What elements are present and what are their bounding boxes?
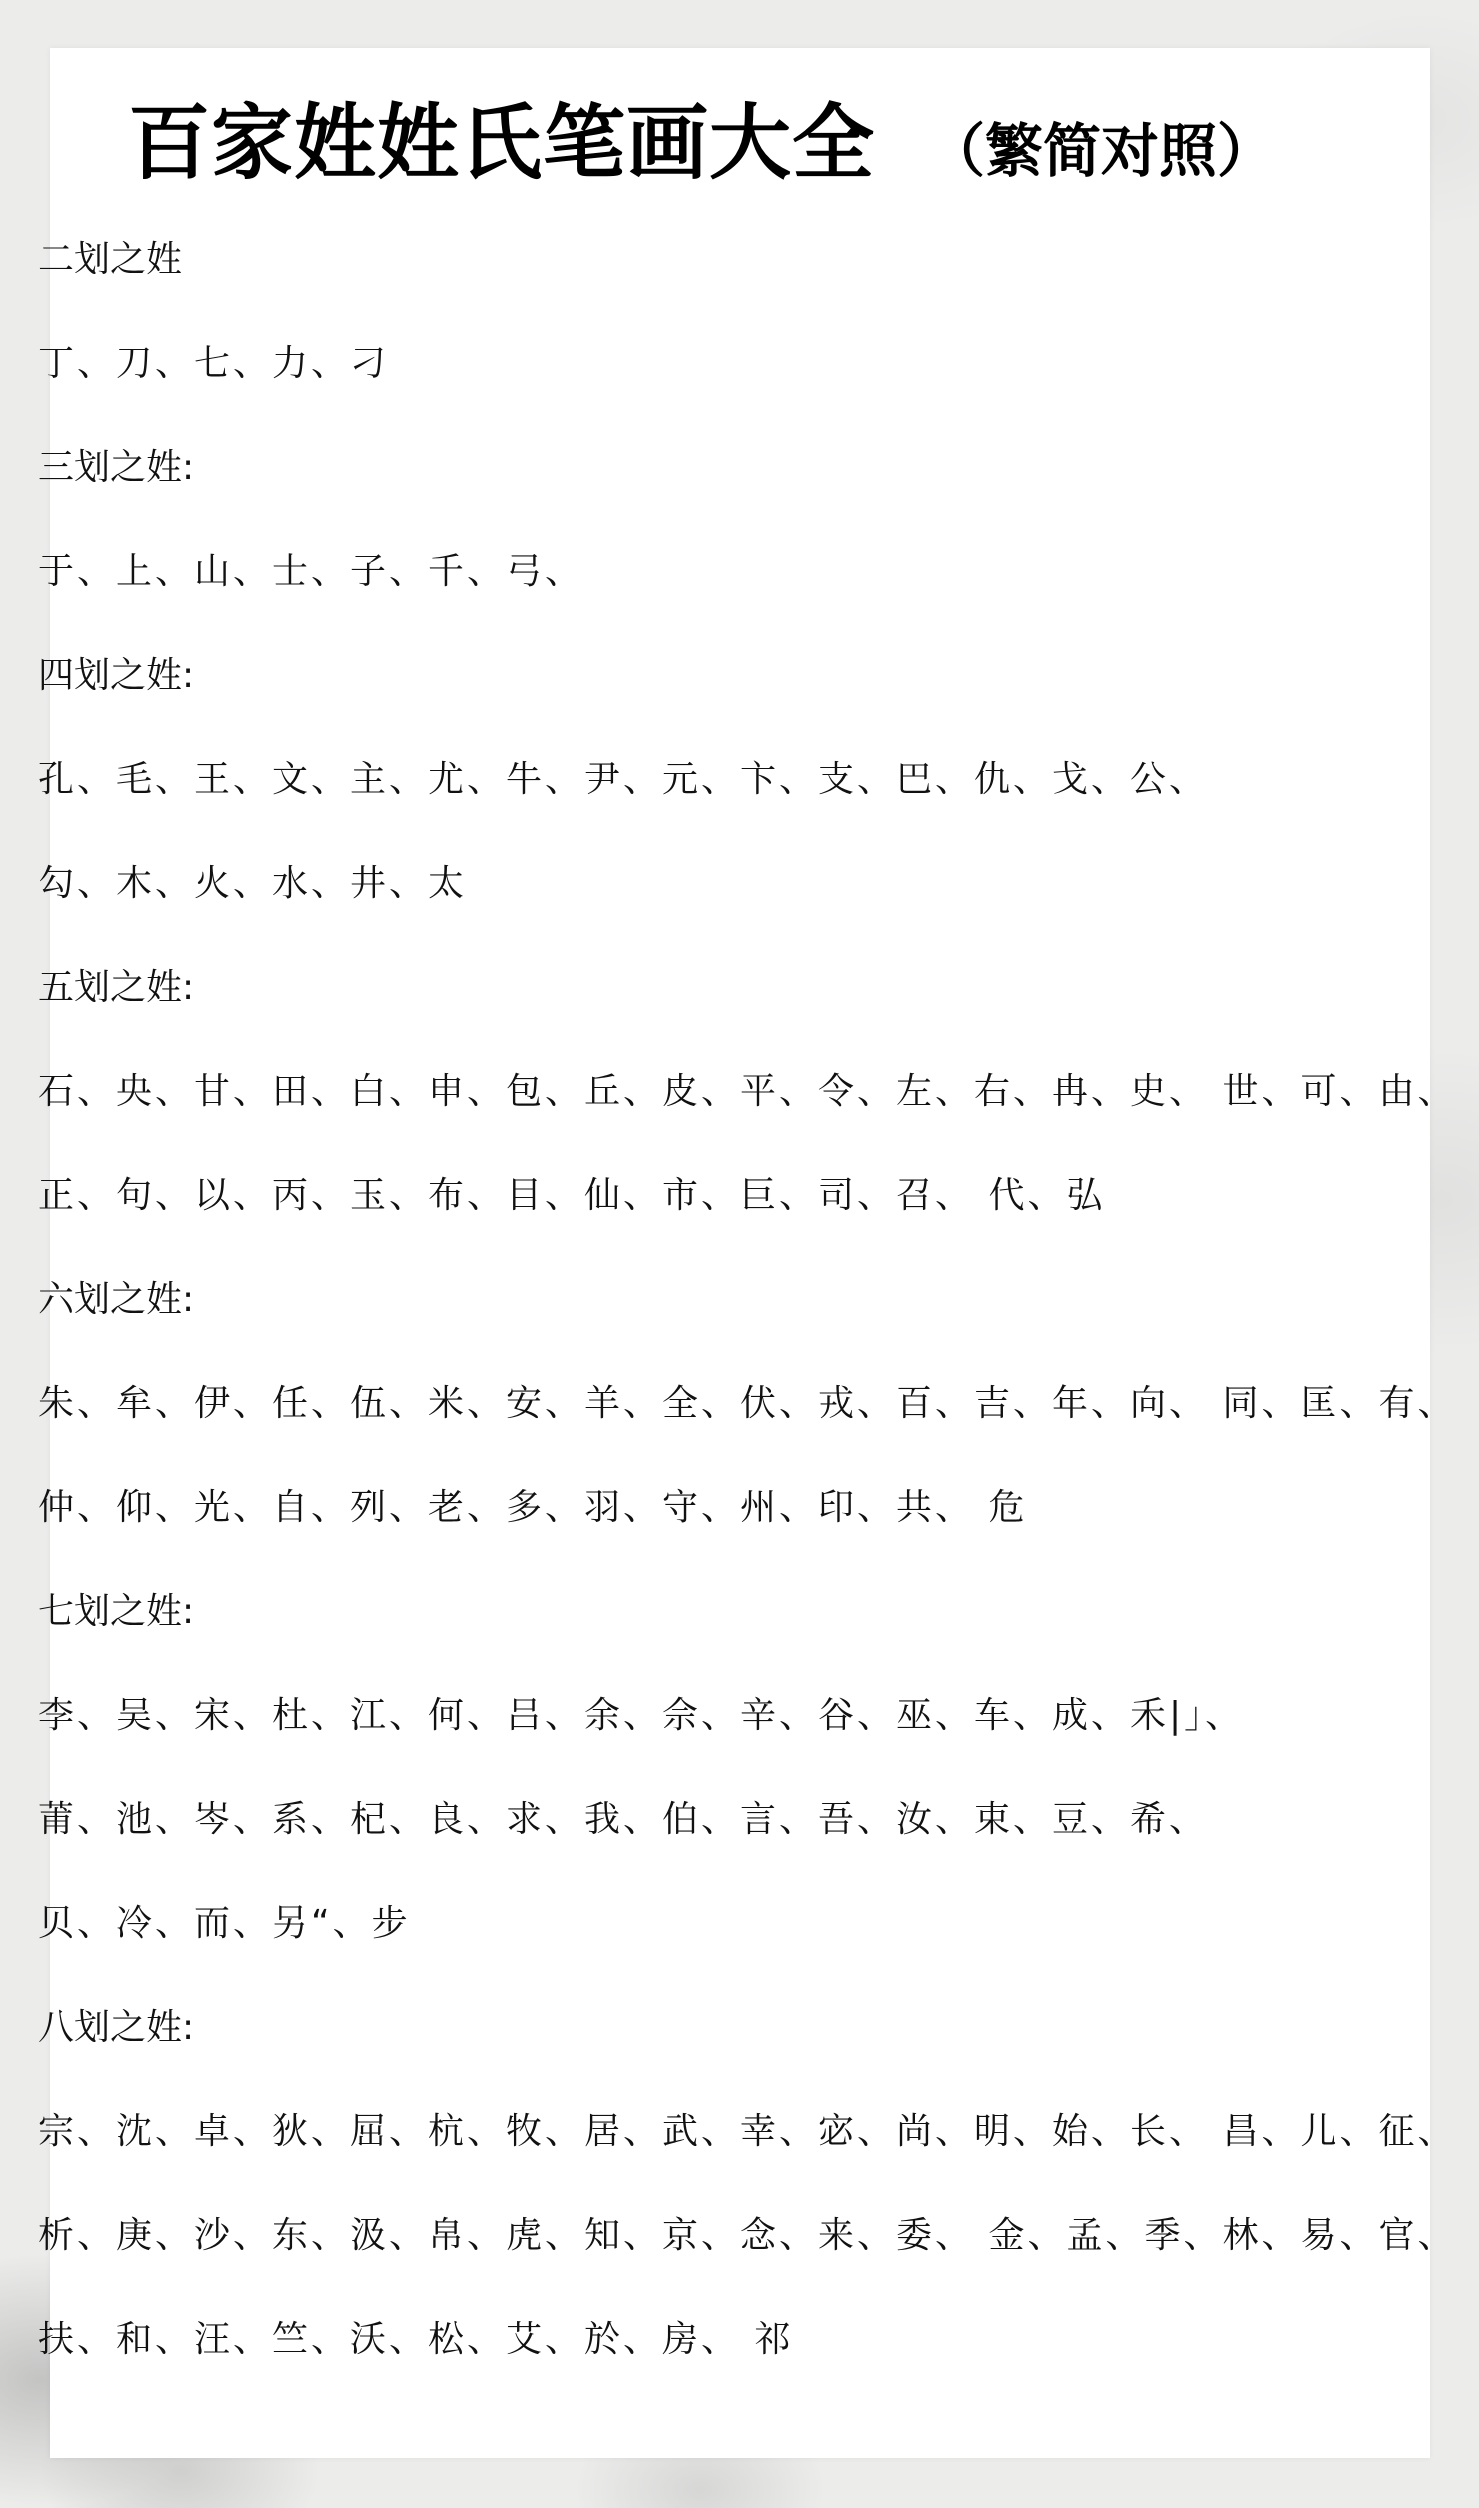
section-heading-2-strokes: 二划之姓 xyxy=(38,239,183,280)
surname-line: 宗、沈、卓、狄、屈、杭、牧、居、武、幸、宓、尚、明、始、长、 昌、儿、征、 xyxy=(38,2111,1457,2152)
surname-list xyxy=(38,235,1457,2419)
surname-line: 丁、刀、七、力、刁 xyxy=(38,343,390,384)
page-title xyxy=(128,78,1275,198)
section-heading-6-strokes: 六划之姓: xyxy=(38,1279,195,1320)
surname-line: 莆、池、岑、系、杞、良、求、我、伯、言、吾、汝、束、豆、希、 xyxy=(38,1799,1209,1840)
title-subtitle: （繁简对照） xyxy=(927,117,1276,185)
section-heading-3-strokes: 三划之姓: xyxy=(38,447,195,488)
surname-line: 于、上、山、士、子、千、弓、 xyxy=(38,551,585,592)
title-main: 百家姓姓氏笔画大全 xyxy=(128,96,876,191)
section-heading-8-strokes: 八划之姓: xyxy=(38,2007,195,2048)
surname-line: 扶、和、汪、竺、沃、松、艾、於、房、 祁 xyxy=(38,2319,794,2360)
surname-line: 朱、牟、伊、任、伍、米、安、羊、全、伏、戎、百、吉、年、向、 同、匡、有、 xyxy=(38,1383,1457,1424)
surname-line: 石、央、甘、田、白、申、包、丘、皮、平、令、左、右、冉、史、 世、可、由、 xyxy=(38,1071,1457,1112)
surname-line: 析、庚、沙、东、汲、帛、虎、知、京、念、来、委、 金、孟、季、林、易、官、 xyxy=(38,2215,1457,2256)
section-heading-7-strokes: 七划之姓: xyxy=(38,1591,195,1632)
surname-line: 仲、仰、光、自、列、老、多、羽、守、州、印、共、 危 xyxy=(38,1487,1028,1528)
surname-line: 贝、冷、而、另“、步 xyxy=(38,1903,411,1944)
section-heading-4-strokes: 四划之姓: xyxy=(38,655,195,696)
surname-line: 勾、木、火、水、井、太 xyxy=(38,863,468,904)
surname-line: 孔、毛、王、文、主、尤、牛、尹、元、卞、支、巴、仇、戈、公、 xyxy=(38,759,1209,800)
surname-line: 正、句、以、丙、玉、布、目、仙、市、巨、司、召、 代、弘 xyxy=(38,1175,1106,1216)
section-heading-5-strokes: 五划之姓: xyxy=(38,967,195,1008)
surname-line: 李、吴、宋、杜、江、何、吕、余、佘、辛、谷、巫、车、成、禾|」、 xyxy=(38,1695,1245,1736)
